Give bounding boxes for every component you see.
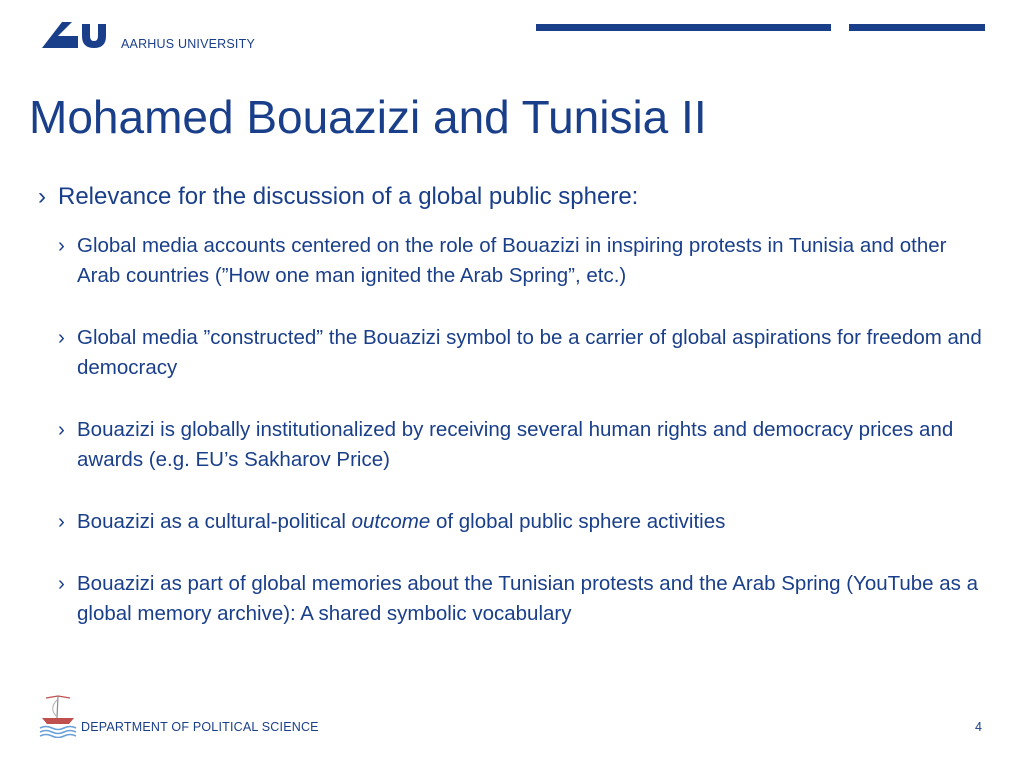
aarhus-university-logo-icon bbox=[40, 18, 108, 50]
university-name: AARHUS UNIVERSITY bbox=[121, 37, 255, 51]
main-bullet-text: Relevance for the discussion of a global public sphere: bbox=[58, 183, 639, 210]
bullet-marker: › bbox=[58, 234, 65, 257]
page-number: 4 bbox=[975, 720, 982, 734]
emphasis-outcome: outcome bbox=[351, 510, 431, 533]
sub-bullet-text-end: of global public sphere activities bbox=[430, 510, 726, 533]
sub-bullet-text: Global media ”constructed” the Bouazizi symbol to be a carrier of global aspirations for freedom and democracy bbox=[77, 326, 982, 379]
header-accent-bar-long bbox=[536, 24, 831, 31]
sub-bullet-text: Bouazizi as part of global memories about the Tunisian protests and the Arab Spring (YouTube as a global memory archive): A shared symbolic vocabulary bbox=[77, 572, 979, 625]
sub-bullet bbox=[58, 231, 988, 291]
sub-bullet-text: Bouazizi is globally institutionalized by receiving several human rights and democracy prices and awards (e.g. EU’s Sakharov Price) bbox=[77, 418, 954, 471]
bullet-marker: › bbox=[58, 326, 65, 349]
sub-bullet bbox=[58, 507, 988, 537]
sub-bullet-text: Global media accounts centered on the role of Bouazizi in inspiring protests in Tunisia and other Arab countries (”How one man ignited the Arab Spring”, etc.) bbox=[77, 234, 947, 287]
slide-content bbox=[38, 182, 988, 661]
bullet-marker: › bbox=[58, 418, 65, 441]
sub-bullet-text-start: Bouazizi as a cultural-political bbox=[77, 510, 352, 533]
department-ship-logo-icon bbox=[38, 694, 78, 738]
slide-title: Mohamed Bouazizi and Tunisia II bbox=[29, 91, 707, 143]
sub-bullet-text bbox=[77, 507, 988, 537]
header-accent-bar-short bbox=[849, 24, 985, 31]
bullet-marker: › bbox=[58, 510, 65, 533]
main-bullet bbox=[38, 182, 988, 212]
bullet-marker: › bbox=[58, 572, 65, 595]
sub-bullet bbox=[58, 415, 988, 475]
bullet-marker: › bbox=[38, 183, 46, 210]
sub-bullet bbox=[58, 569, 988, 629]
department-name: DEPARTMENT OF POLITICAL SCIENCE bbox=[81, 720, 319, 734]
sub-bullet bbox=[58, 323, 988, 383]
